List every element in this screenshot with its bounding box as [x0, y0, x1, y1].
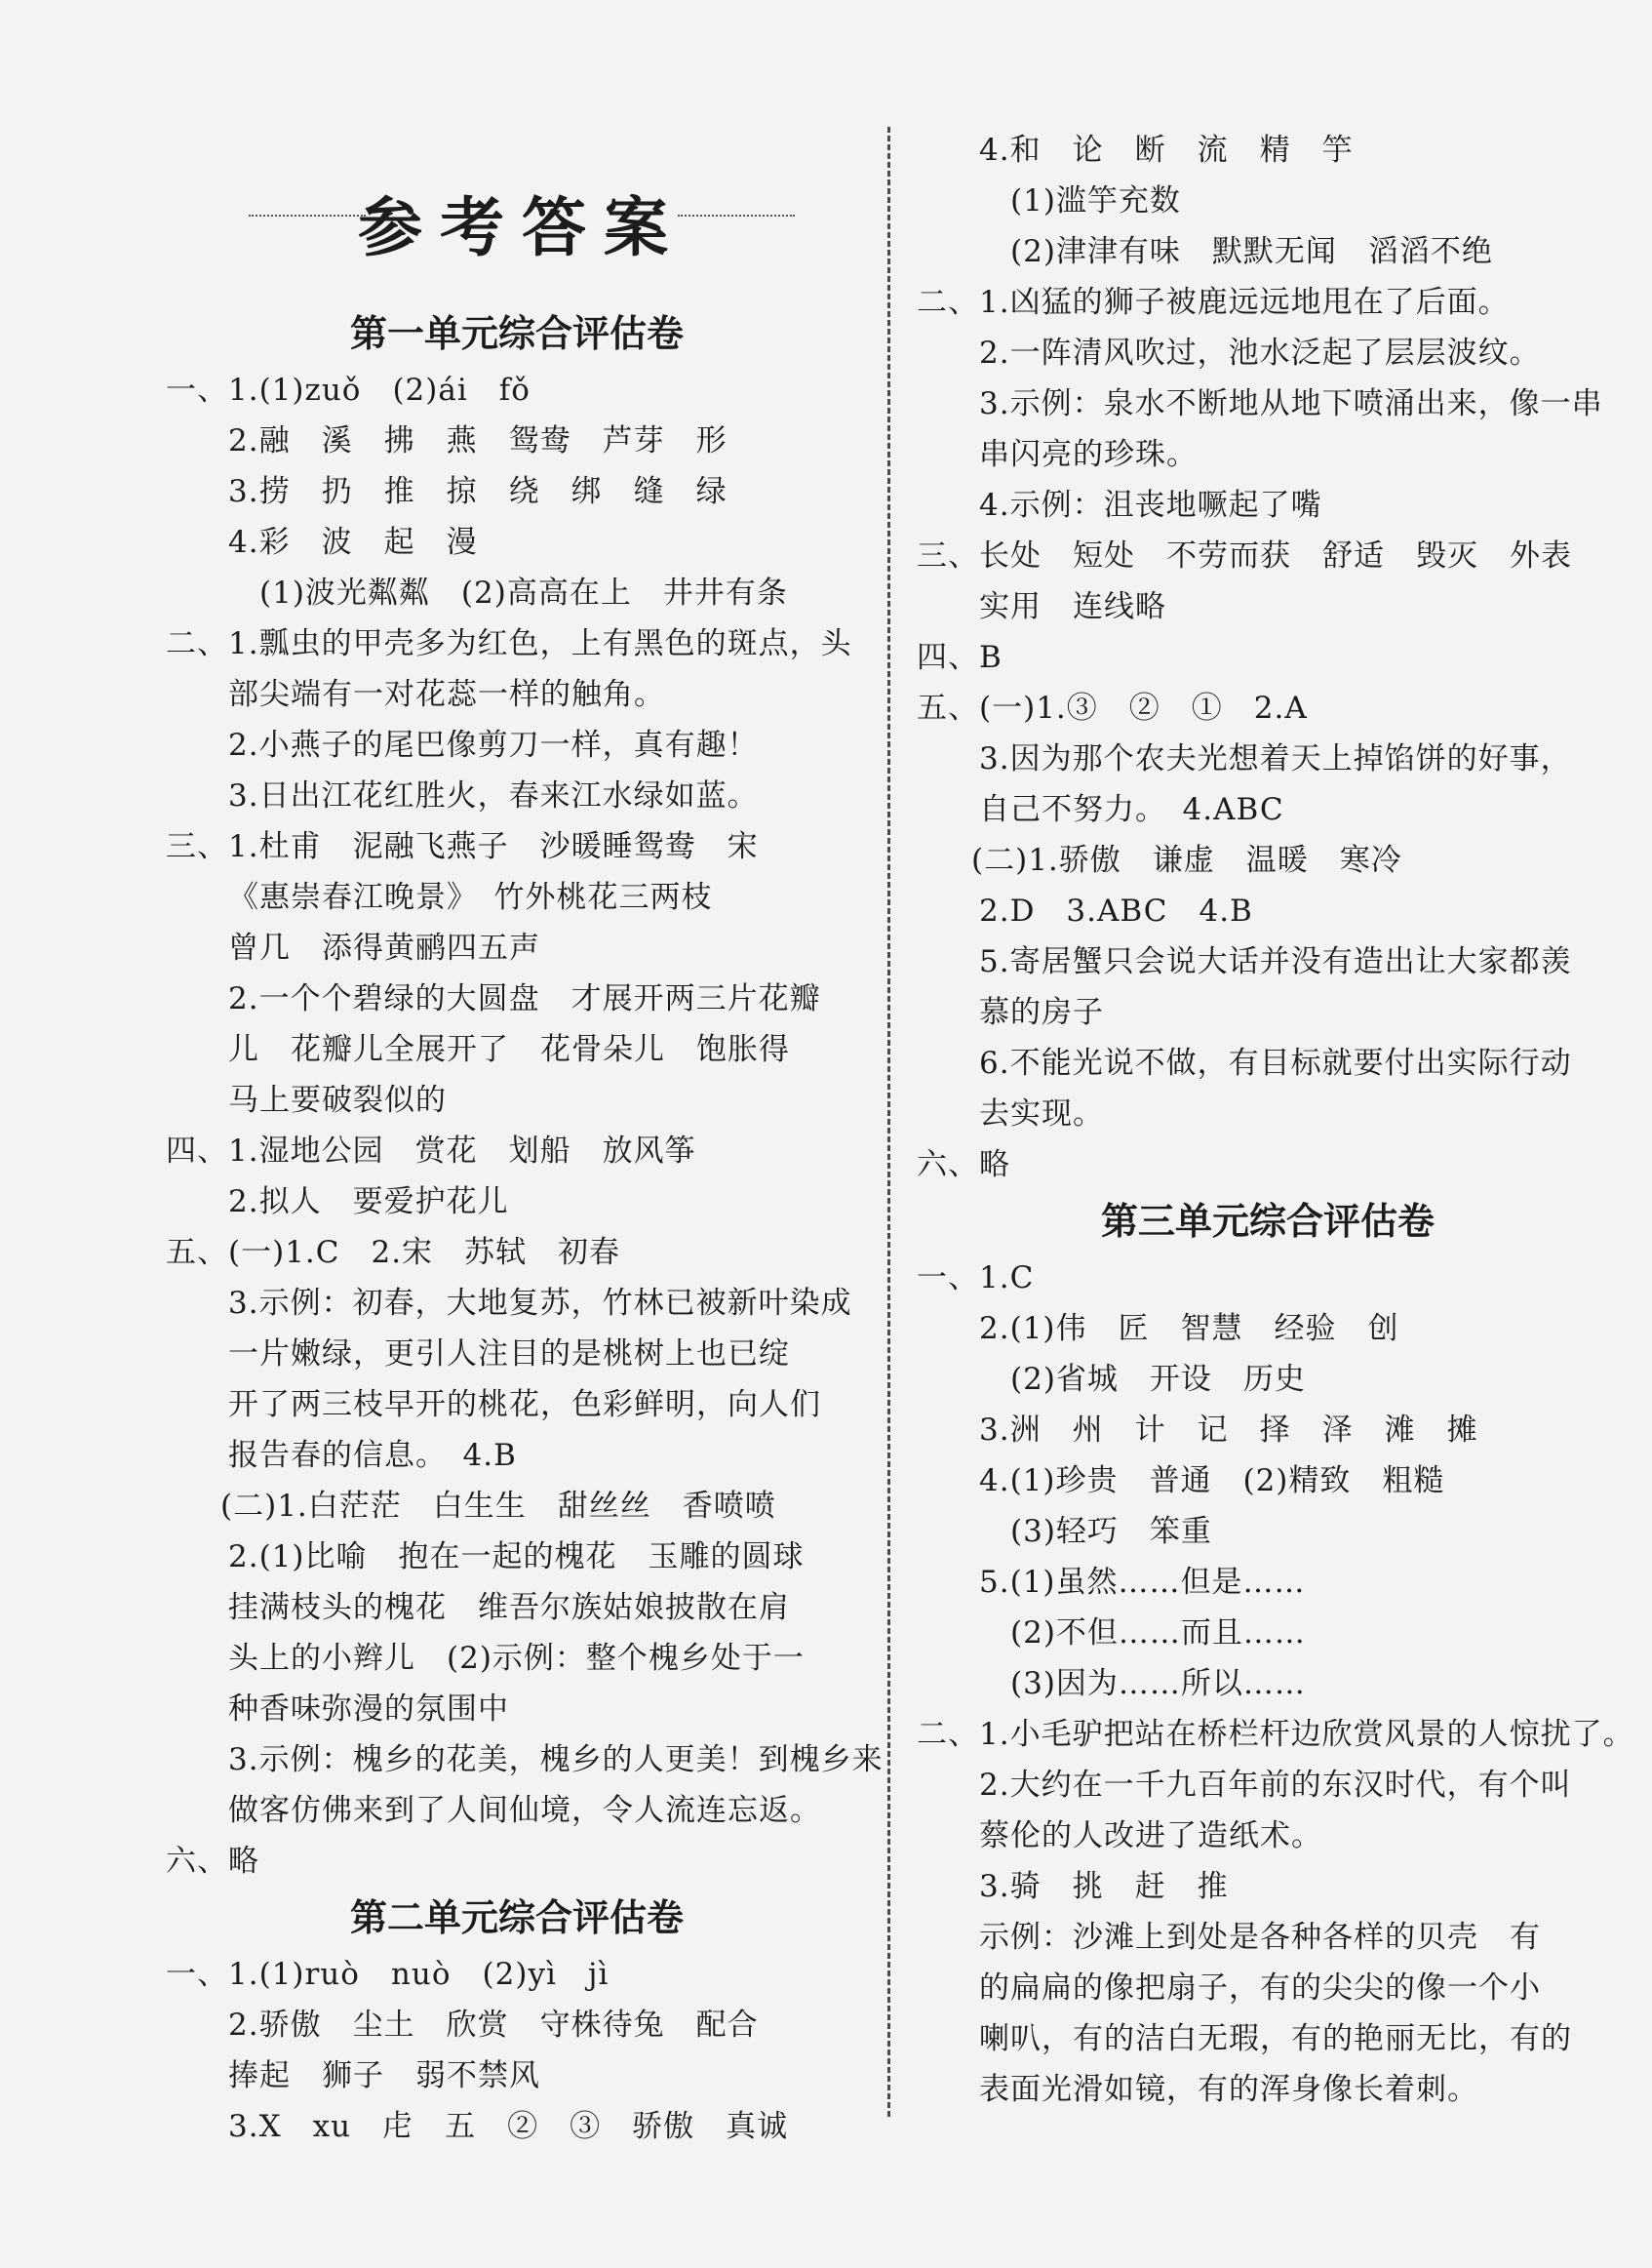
- answer-line: 3.X xu 虍 五 ② ③ 骄傲 真诚: [228, 2109, 789, 2144]
- answer-line: 种香味弥漫的氛围中: [228, 1691, 509, 1727]
- answer-line: 2.大约在一千九百年前的东汉时代，有个叫: [979, 1768, 1572, 1803]
- answer-line: (2)津津有味 默默无闻 滔滔不绝: [1010, 234, 1493, 269]
- left-column: [166, 302, 884, 2152]
- answer-line: 一片嫩绿，更引人注目的是桃树上也已绽: [228, 1336, 790, 1372]
- column-divider: [887, 127, 890, 2117]
- answer-line: 3.因为那个农夫光想着天上掉馅饼的好事，: [979, 741, 1572, 776]
- answer-line: 马上要破裂似的: [228, 1083, 447, 1118]
- answer-line: 4.示例：沮丧地噘起了嘴: [979, 488, 1322, 523]
- answer-line: 报告春的信息。 4.B: [228, 1438, 517, 1473]
- answer-line: 3.捞 扔 推 掠 绕 绑 缝 绿: [228, 474, 728, 509]
- answer-line: 二、1.凶猛的狮子被鹿远远地甩在了后面。: [917, 285, 1510, 320]
- answer-line: (二)1.骄傲 谦虚 温暖 寒冷: [971, 843, 1402, 878]
- answer-line: 一、1.C: [917, 1260, 1035, 1295]
- answer-line: 四、B: [917, 640, 1003, 675]
- page-header: [249, 156, 795, 263]
- answer-line: 4.彩 波 起 漫: [228, 525, 478, 560]
- answer-line: 3.示例：槐乡的花美，槐乡的人更美！到槐乡来: [228, 1742, 884, 1777]
- answer-line: 开了两三枝早开的桃花，色彩鲜明，向人们: [228, 1387, 821, 1422]
- unit1-title: 第一单元综合评估卷: [349, 311, 684, 355]
- answer-line: 2.一阵清风吹过，池水泛起了层层波纹。: [979, 336, 1541, 371]
- answer-line: 3.示例：初春，大地复苏，竹林已被新叶染成: [228, 1286, 852, 1321]
- answer-line: 六、略: [166, 1844, 259, 1879]
- page-title: 参考答案: [358, 190, 686, 265]
- answer-line: 五、(一)1.③ ② ① 2.A: [917, 691, 1308, 726]
- title-rule-right: [678, 215, 795, 217]
- answer-line: 挂满枝头的槐花 维吾尔族姑娘披散在肩: [228, 1590, 790, 1625]
- answer-line: 做客仿佛来到了人间仙境，令人流连忘返。: [228, 1793, 821, 1828]
- answer-line: (3)轻巧 笨重: [1010, 1514, 1212, 1549]
- answer-line: 慕的房子: [979, 995, 1104, 1030]
- answer-line: 一、1.(1)ruò nuò (2)yì jì: [166, 1957, 610, 1992]
- answer-line: (2)不但……而且……: [1010, 1615, 1306, 1651]
- answer-line: 《惠崇春江晚景》 竹外桃花三两枝: [228, 880, 713, 915]
- answer-line: 头上的小辫儿 (2)示例：整个槐乡处于一: [228, 1641, 805, 1676]
- answer-line: (1)波光粼粼 (2)高高在上 井井有条: [259, 576, 788, 611]
- answer-line: 2.拟人 要爱护花儿: [228, 1184, 509, 1219]
- answer-line: 六、略: [917, 1147, 1010, 1182]
- answer-line: 串闪亮的珍珠。: [979, 437, 1198, 472]
- answer-line: 捧起 狮子 弱不禁风: [228, 2058, 540, 2093]
- answer-line: 自己不努力。 4.ABC: [979, 792, 1284, 827]
- answer-line: 儿 花瓣儿全展开了 花骨朵儿 饱胀得: [228, 1032, 790, 1067]
- answer-line: 2.D 3.ABC 4.B: [979, 894, 1253, 929]
- answer-line: 部尖端有一对花蕊一样的触角。: [228, 677, 665, 712]
- answer-line: (2)省城 开设 历史: [1010, 1362, 1306, 1397]
- answer-line: 2.(1)伟 匠 智慧 经验 创: [979, 1311, 1399, 1346]
- answer-line: 曾几 添得黄鹂四五声: [228, 931, 540, 966]
- answer-line: 5.寄居蟹只会说大话并没有造出让大家都羡: [979, 944, 1572, 979]
- answer-line: (二)1.白茫茫 白生生 甜丝丝 香喷喷: [220, 1489, 776, 1524]
- answer-line: 4.和 论 断 流 精 竽: [979, 133, 1354, 168]
- answer-line: 五、(一)1.C 2.宋 苏轼 初春: [166, 1235, 621, 1270]
- answer-line: 表面光滑如镜，有的浑身像长着刺。: [979, 2072, 1478, 2107]
- unit3-title: 第三单元综合评估卷: [1100, 1199, 1435, 1243]
- answer-line: 2.(1)比喻 抱在一起的槐花 玉雕的圆球: [228, 1539, 805, 1574]
- answer-line: 2.融 溪 拂 燕 鸳鸯 芦芽 形: [228, 423, 728, 458]
- answer-line: (1)滥竽充数: [1010, 183, 1181, 219]
- answer-line: 实用 连线略: [979, 589, 1166, 624]
- answer-line: 喇叭，有的洁白无瑕，有的艳丽无比，有的: [979, 2021, 1572, 2056]
- answer-line: 3.示例：泉水不断地从地下喷涌出来，像一串: [979, 386, 1603, 421]
- answer-line: 3.骑 挑 赶 推: [979, 1869, 1229, 1904]
- answer-line: 的扁扁的像把扇子，有的尖尖的像一个小: [979, 1970, 1541, 2006]
- answer-line: 二、1.瓢虫的甲壳多为红色，上有黑色的斑点，头: [166, 626, 852, 661]
- answer-line: 6.不能光说不做，有目标就要付出实际行动: [979, 1046, 1572, 1081]
- answer-line: (3)因为……所以……: [1010, 1666, 1306, 1701]
- answer-line: 示例：沙滩上到处是各种各样的贝壳 有: [979, 1920, 1541, 1955]
- answer-line: 三、长处 短处 不劳而获 舒适 毁灭 外表: [917, 538, 1572, 574]
- answer-line: 三、1.杜甫 泥融飞燕子 沙暖睡鸳鸯 宋: [166, 829, 759, 864]
- answer-line: 去实现。: [979, 1096, 1104, 1132]
- unit2-title: 第二单元综合评估卷: [349, 1895, 684, 1939]
- answer-line: 四、1.湿地公园 赏花 划船 放风筝: [166, 1134, 696, 1169]
- answer-line: 4.(1)珍贵 普通 (2)精致 粗糙: [979, 1463, 1445, 1498]
- right-column: [917, 125, 1634, 2115]
- answer-line: 一、1.(1)zuǒ (2)ái fǒ: [166, 373, 531, 408]
- answer-line: 2.一个个碧绿的大圆盘 才展开两三片花瓣: [228, 981, 821, 1016]
- answer-line: 5.(1)虽然……但是……: [979, 1565, 1306, 1600]
- answer-line: 2.小燕子的尾巴像剪刀一样，真有趣！: [228, 728, 759, 763]
- answer-line: 3.日出江花红胜火，春来江水绿如蓝。: [228, 778, 759, 814]
- answer-line: 蔡伦的人改进了造纸术。: [979, 1818, 1322, 1853]
- answer-line: 2.骄傲 尘土 欣赏 守株待兔 配合: [228, 2008, 759, 2043]
- answer-line: 二、1.小毛驴把站在桥栏杆边欣赏风景的人惊扰了。: [917, 1717, 1634, 1752]
- answer-line: 3.洲 州 计 记 择 泽 滩 摊: [979, 1413, 1478, 1448]
